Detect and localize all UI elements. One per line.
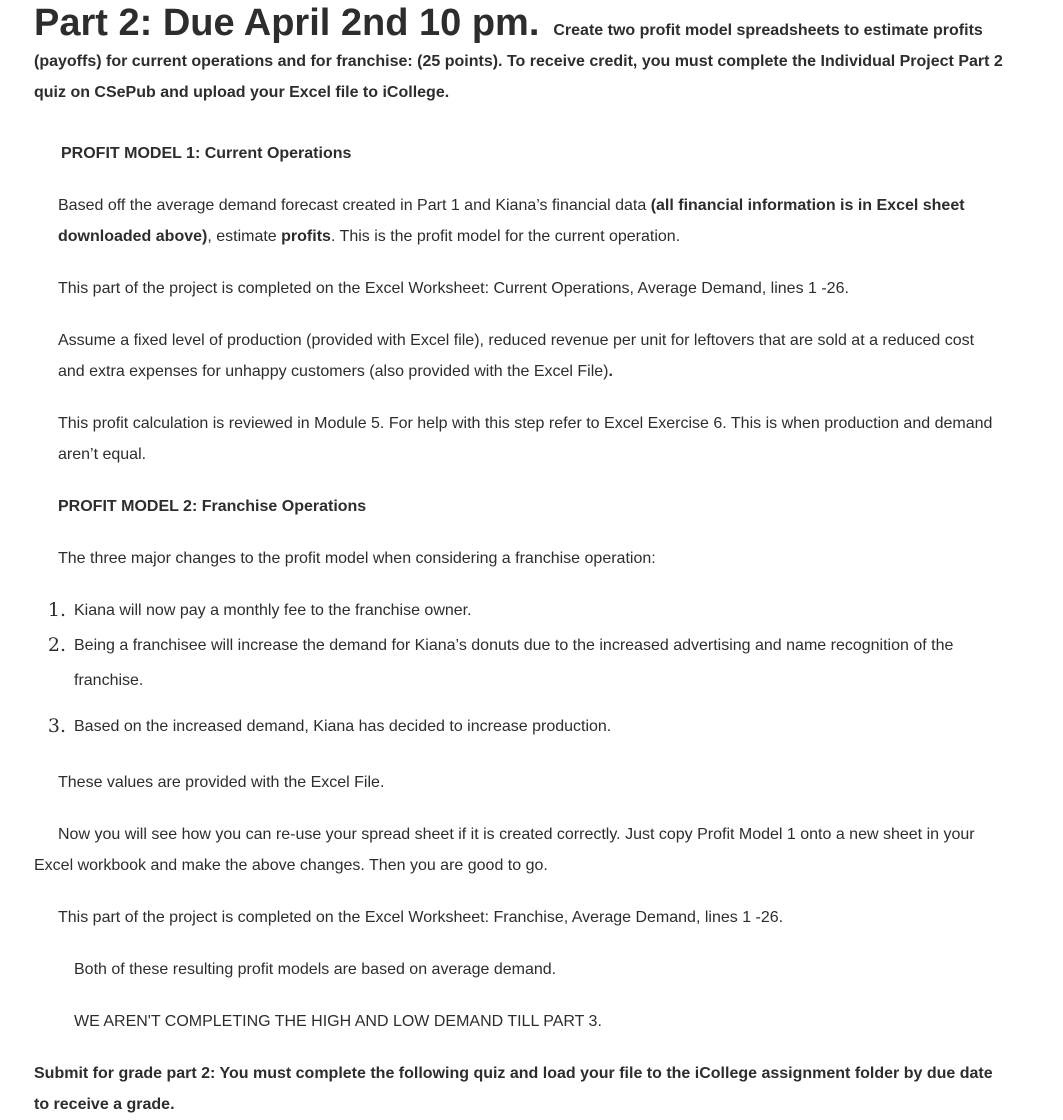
list-item bbox=[47, 628, 994, 698]
model1-heading bbox=[61, 138, 1031, 169]
model2-paragraph-1: The three major changes to the profit model when considering a franchise operation: bbox=[58, 550, 656, 567]
model1-paragraph-2: This part of the project is completed on the Excel Worksheet: Current Operations, Average Demand, lines 1 -26. bbox=[58, 280, 849, 297]
list-item-number: 3. bbox=[47, 715, 66, 737]
submit-instructions: Submit for grade part 2: You must complete the following quiz and load your file to the iCollege assignment folder by due date to receive a grade. bbox=[34, 1065, 993, 1113]
list-item-text: Kiana will now pay a monthly fee to the franchise owner. bbox=[74, 602, 472, 619]
model2-paragraph-3: Now you will see how you can re-use your spread sheet if it is created correctly. Just copy Profit Model 1 onto a new sheet in your Excel workbook and make the above changes. Then you are good to go. bbox=[34, 826, 975, 874]
model1-p1-c: , estimate bbox=[207, 228, 282, 245]
model2-heading-text: PROFIT MODEL 2: Franchise Operations bbox=[58, 498, 367, 515]
model1-p1-e: . This is the profit model for the current operation. bbox=[330, 228, 681, 245]
model2-paragraph-5: Both of these resulting profit models are based on average demand. bbox=[74, 961, 557, 978]
list-item bbox=[47, 593, 994, 628]
intro-text: Create two profit model spreadsheets to estimate profits (payoffs) for current operations and for franchise: (25 points). To receive credit, you must complete the Individual Project Part 2 quiz on CSePub and upload your Excel file to iCollege. bbox=[34, 22, 1003, 101]
model1-heading-text: PROFIT MODEL 1: Current Operations bbox=[61, 145, 352, 162]
model1-paragraph-4: This profit calculation is reviewed in Module 5. For help with this step refer to Excel Exercise 6. This is when production and demand aren’t equal. bbox=[58, 415, 993, 463]
model1-p1-d: profits bbox=[281, 228, 331, 245]
model2-paragraph-4: This part of the project is completed on the Excel Worksheet: Franchise, Average Demand, lines 1 -26. bbox=[58, 909, 784, 926]
list-item bbox=[47, 709, 994, 744]
model1-p1-a: Based off the average demand forecast created in Part 1 and Kiana’s financial data bbox=[58, 197, 651, 214]
list-item-text: Being a franchisee will increase the demand for Kiana’s donuts due to the increased advertising and name recognition of the franchise. bbox=[74, 637, 954, 689]
model1-p1-b: (all financial information is in Excel sheet downloaded above) bbox=[58, 197, 965, 245]
model2-paragraph-6: WE AREN'T COMPLETING THE HIGH AND LOW DEMAND TILL PART 3. bbox=[74, 1013, 602, 1030]
page-title: Part 2: Due April 2nd 10 pm. bbox=[34, 2, 540, 44]
model2-paragraph-2: These values are provided with the Excel File. bbox=[58, 774, 385, 791]
list-item-number: 1. bbox=[47, 599, 66, 621]
model1-paragraph-3 bbox=[58, 325, 1003, 387]
model2-heading bbox=[58, 491, 1003, 522]
model1-p3-a: Assume a fixed level of production (provided with Excel file), reduced revenue per unit for leftovers that are sold at a reduced cost and extra expenses for unhappy customers (also provided with the Excel File) bbox=[58, 332, 975, 380]
list-item-number: 2. bbox=[47, 634, 66, 656]
model1-paragraph-1 bbox=[58, 190, 1003, 252]
list-item-text: Based on the increased demand, Kiana has decided to increase production. bbox=[74, 718, 612, 735]
model1-p3-b: . bbox=[608, 363, 613, 380]
intro-paragraph bbox=[34, 2, 1004, 108]
